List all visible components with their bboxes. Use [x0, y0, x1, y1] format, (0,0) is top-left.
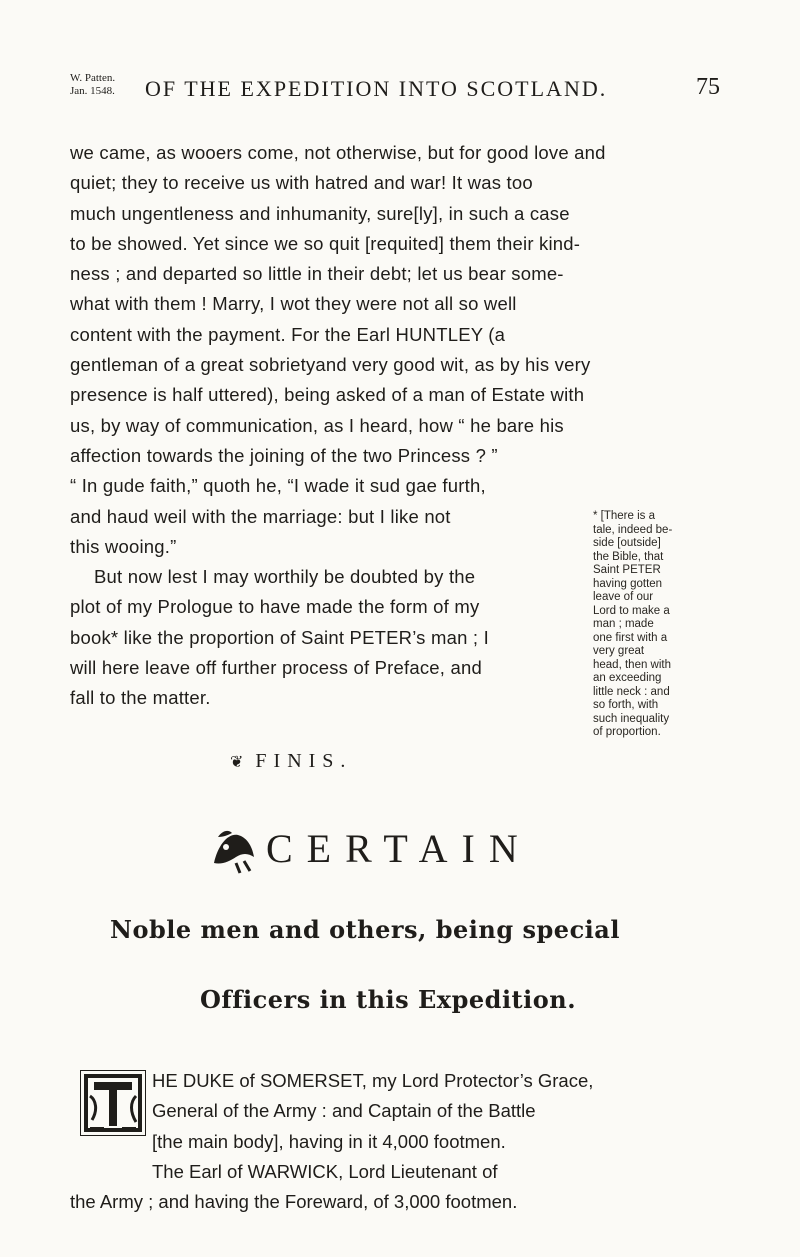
- body-line: to be showed. Yet since we so quit [requited] them their kind-: [70, 232, 581, 254]
- header-note-date: Jan. 1548.: [70, 85, 115, 97]
- sidenote-line: Lord to make a: [593, 604, 670, 617]
- body-line: this wooing.”: [70, 535, 177, 557]
- body-line: what with them ! Marry, I wot they were not all so well: [70, 293, 517, 315]
- sidenote-line: the Bible, that: [593, 550, 664, 563]
- sidenote-line: tale, indeed be-: [593, 523, 673, 536]
- footnote-sidenote: [593, 510, 738, 740]
- body-line: us, by way of communication, as I heard, how “ he bare his: [70, 414, 564, 436]
- officer-line: the Army ; and having the Foreward, of 3,000 footmen.: [70, 1191, 518, 1213]
- sidenote-line: having gotten: [593, 577, 663, 590]
- sidenote-line: head, then with: [593, 658, 672, 671]
- sidenote-line: little neck : and: [593, 685, 670, 698]
- sidenote-line: * [There is a: [593, 510, 655, 522]
- page-title: OF THE EXPEDITION INTO SCOTLAND.: [145, 76, 608, 101]
- header-note-author: W. Patten.: [70, 72, 116, 84]
- sidenote-line: so forth, with: [593, 699, 659, 711]
- sidenote-line: very great: [593, 645, 645, 657]
- officer-line: HE DUKE of SOMERSET, my Lord Protector’s Grace,: [152, 1070, 594, 1091]
- sidenote-line: Saint PETER: [593, 564, 661, 576]
- sidenote-line: one first with a: [593, 631, 668, 644]
- body-line: much ungentleness and inhumanity, sure[ly], in such a case: [70, 202, 570, 224]
- printer-ornament-icon: [208, 823, 260, 875]
- officer-line: [the main body], having in it 4,000 footmen.: [152, 1130, 506, 1152]
- section-heading: [208, 823, 668, 883]
- body-line: quiet; they to receive us with hatred and war! It was too: [70, 172, 533, 194]
- heading-subtitle-line2: Officers in this Expedition.: [200, 985, 577, 1014]
- body-line: “ In gude faith,” quoth he, “I wade it sud gae furth,: [70, 475, 486, 497]
- body-line: book* like the proportion of Saint PETER’s man ; I: [70, 626, 489, 648]
- body-line: content with the payment. For the Earl HUNTLEY (a: [70, 323, 506, 345]
- finis-text: FINIS.: [255, 750, 353, 772]
- body-line: fall to the matter.: [70, 687, 211, 709]
- officers-list: [70, 1066, 726, 1217]
- heading-subtitle-line1: Noble men and others, being special: [110, 915, 620, 944]
- body-line: plot of my Prologue to have made the form of my: [70, 596, 480, 618]
- sidenote-line: side [outside]: [593, 537, 661, 549]
- body-line: ness ; and departed so little in their debt; let us bear some-: [70, 263, 564, 285]
- body-line: presence is half uttered), being asked of a man of Estate with: [70, 384, 585, 406]
- officer-line: The Earl of WARWICK, Lord Lieutenant of: [152, 1160, 498, 1182]
- body-line: we came, as wooers come, not otherwise, but for good love and: [70, 142, 606, 163]
- sidenote-line: an exceeding: [593, 672, 662, 684]
- sidenote-line: of proportion.: [593, 726, 661, 738]
- sidenote-line: man ; made: [593, 618, 654, 630]
- header-margin-note: [70, 72, 115, 98]
- sidenote-line: leave of our: [593, 591, 654, 603]
- sidenote-line: such inequality: [593, 712, 670, 725]
- body-line: affection towards the joining of the two Princess ? ”: [70, 444, 498, 466]
- heading-certain: CERTAIN: [266, 826, 532, 871]
- running-header: [70, 70, 720, 110]
- body-line: and haud weil with the marriage: but I like not: [70, 505, 451, 527]
- officer-line: General of the Army : and Captain of the Battle: [152, 1100, 536, 1122]
- fleuron-icon: ❦: [230, 754, 244, 771]
- page-number: 75: [696, 74, 720, 100]
- body-line: will here leave off further process of Preface, and: [70, 657, 482, 679]
- body-line: gentleman of a great sobrietyand very good wit, as by his very: [70, 354, 591, 376]
- body-line: But now lest I may worthily be doubted by the: [94, 566, 476, 588]
- finis-line: [230, 750, 352, 773]
